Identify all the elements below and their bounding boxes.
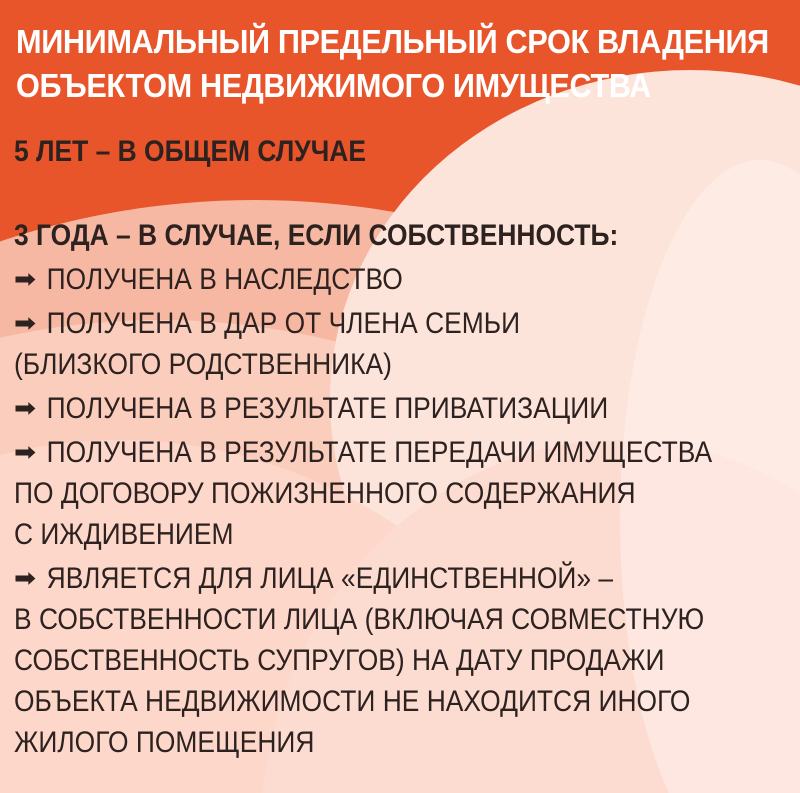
content [14,132,713,763]
list-item-text: ПОЛУЧЕНА В РЕЗУЛЬТАТЕ ПЕРЕДАЧИ ИМУЩЕСТВА [46,436,713,469]
right-arrow-icon: ➡ [14,395,37,422]
list-item-line: СОБСТВЕННОСТЬ СУПРУГОВ) НА ДАТУ ПРОДАЖИ [14,644,665,677]
list-item-line: ПО ДОГОВОРУ ПОЖИЗНЕННОГО СОДЕРЖАНИЯ [14,477,636,510]
right-arrow-icon: ➡ [14,310,37,337]
list-item-line [14,259,709,300]
list-item-text: ПОЛУЧЕНА В РЕЗУЛЬТАТЕ ПРИВАТИЗАЦИИ [46,392,609,425]
special-case-heading: 3 ГОДА – В СЛУЧАЕ, ЕСЛИ СОБСТВЕННОСТЬ: [14,219,619,252]
list-item [14,259,709,300]
list-item [14,558,709,763]
list-item [14,432,713,555]
list-item-line: ОБЪЕКТА НЕДВИЖИМОСТИ НЕ НАХОДИТСЯ ИНОГО [14,685,691,718]
list-item-text: ПОЛУЧЕНА В НАСЛЕДСТВО [46,263,403,296]
list-item-text: ПОЛУЧЕНА В ДАР ОТ ЧЛЕНА СЕМЬИ [46,307,521,340]
list-item [14,303,709,385]
list-item-line [14,303,709,344]
title-line-2: ОБЪЕКТОМ НЕДВИЖИМОГО ИМУЩЕСТВА [16,67,651,104]
page-title [16,20,769,108]
right-arrow-icon: ➡ [14,565,37,592]
list-item-line [14,558,709,599]
right-arrow-icon: ➡ [14,439,37,466]
list-item [14,388,709,429]
list-item-text: ЯВЛЯЕТСЯ ДЛЯ ЛИЦА «ЕДИНСТВЕННОЙ» – [46,562,614,595]
general-case-heading: 5 ЛЕТ – В ОБЩЕМ СЛУЧАЕ [14,135,366,168]
conditions-list [14,259,713,763]
list-item-line: С ИЖДИВЕНИЕМ [14,518,234,551]
right-arrow-icon: ➡ [14,266,37,293]
list-item-line: (БЛИЗКОГО РОДСТВЕННИКА) [14,348,392,381]
list-item-line [14,388,709,429]
title-line-1: МИНИМАЛЬНЫЙ ПРЕДЕЛЬНЫЙ СРОК ВЛАДЕНИЯ [16,23,769,60]
list-item-line: ЖИЛОГО ПОМЕЩЕНИЯ [14,726,315,759]
list-item-line [14,432,713,473]
list-item-line: В СОБСТВЕННОСТИ ЛИЦА (ВКЛЮЧАЯ СОВМЕСТНУЮ [14,603,705,636]
